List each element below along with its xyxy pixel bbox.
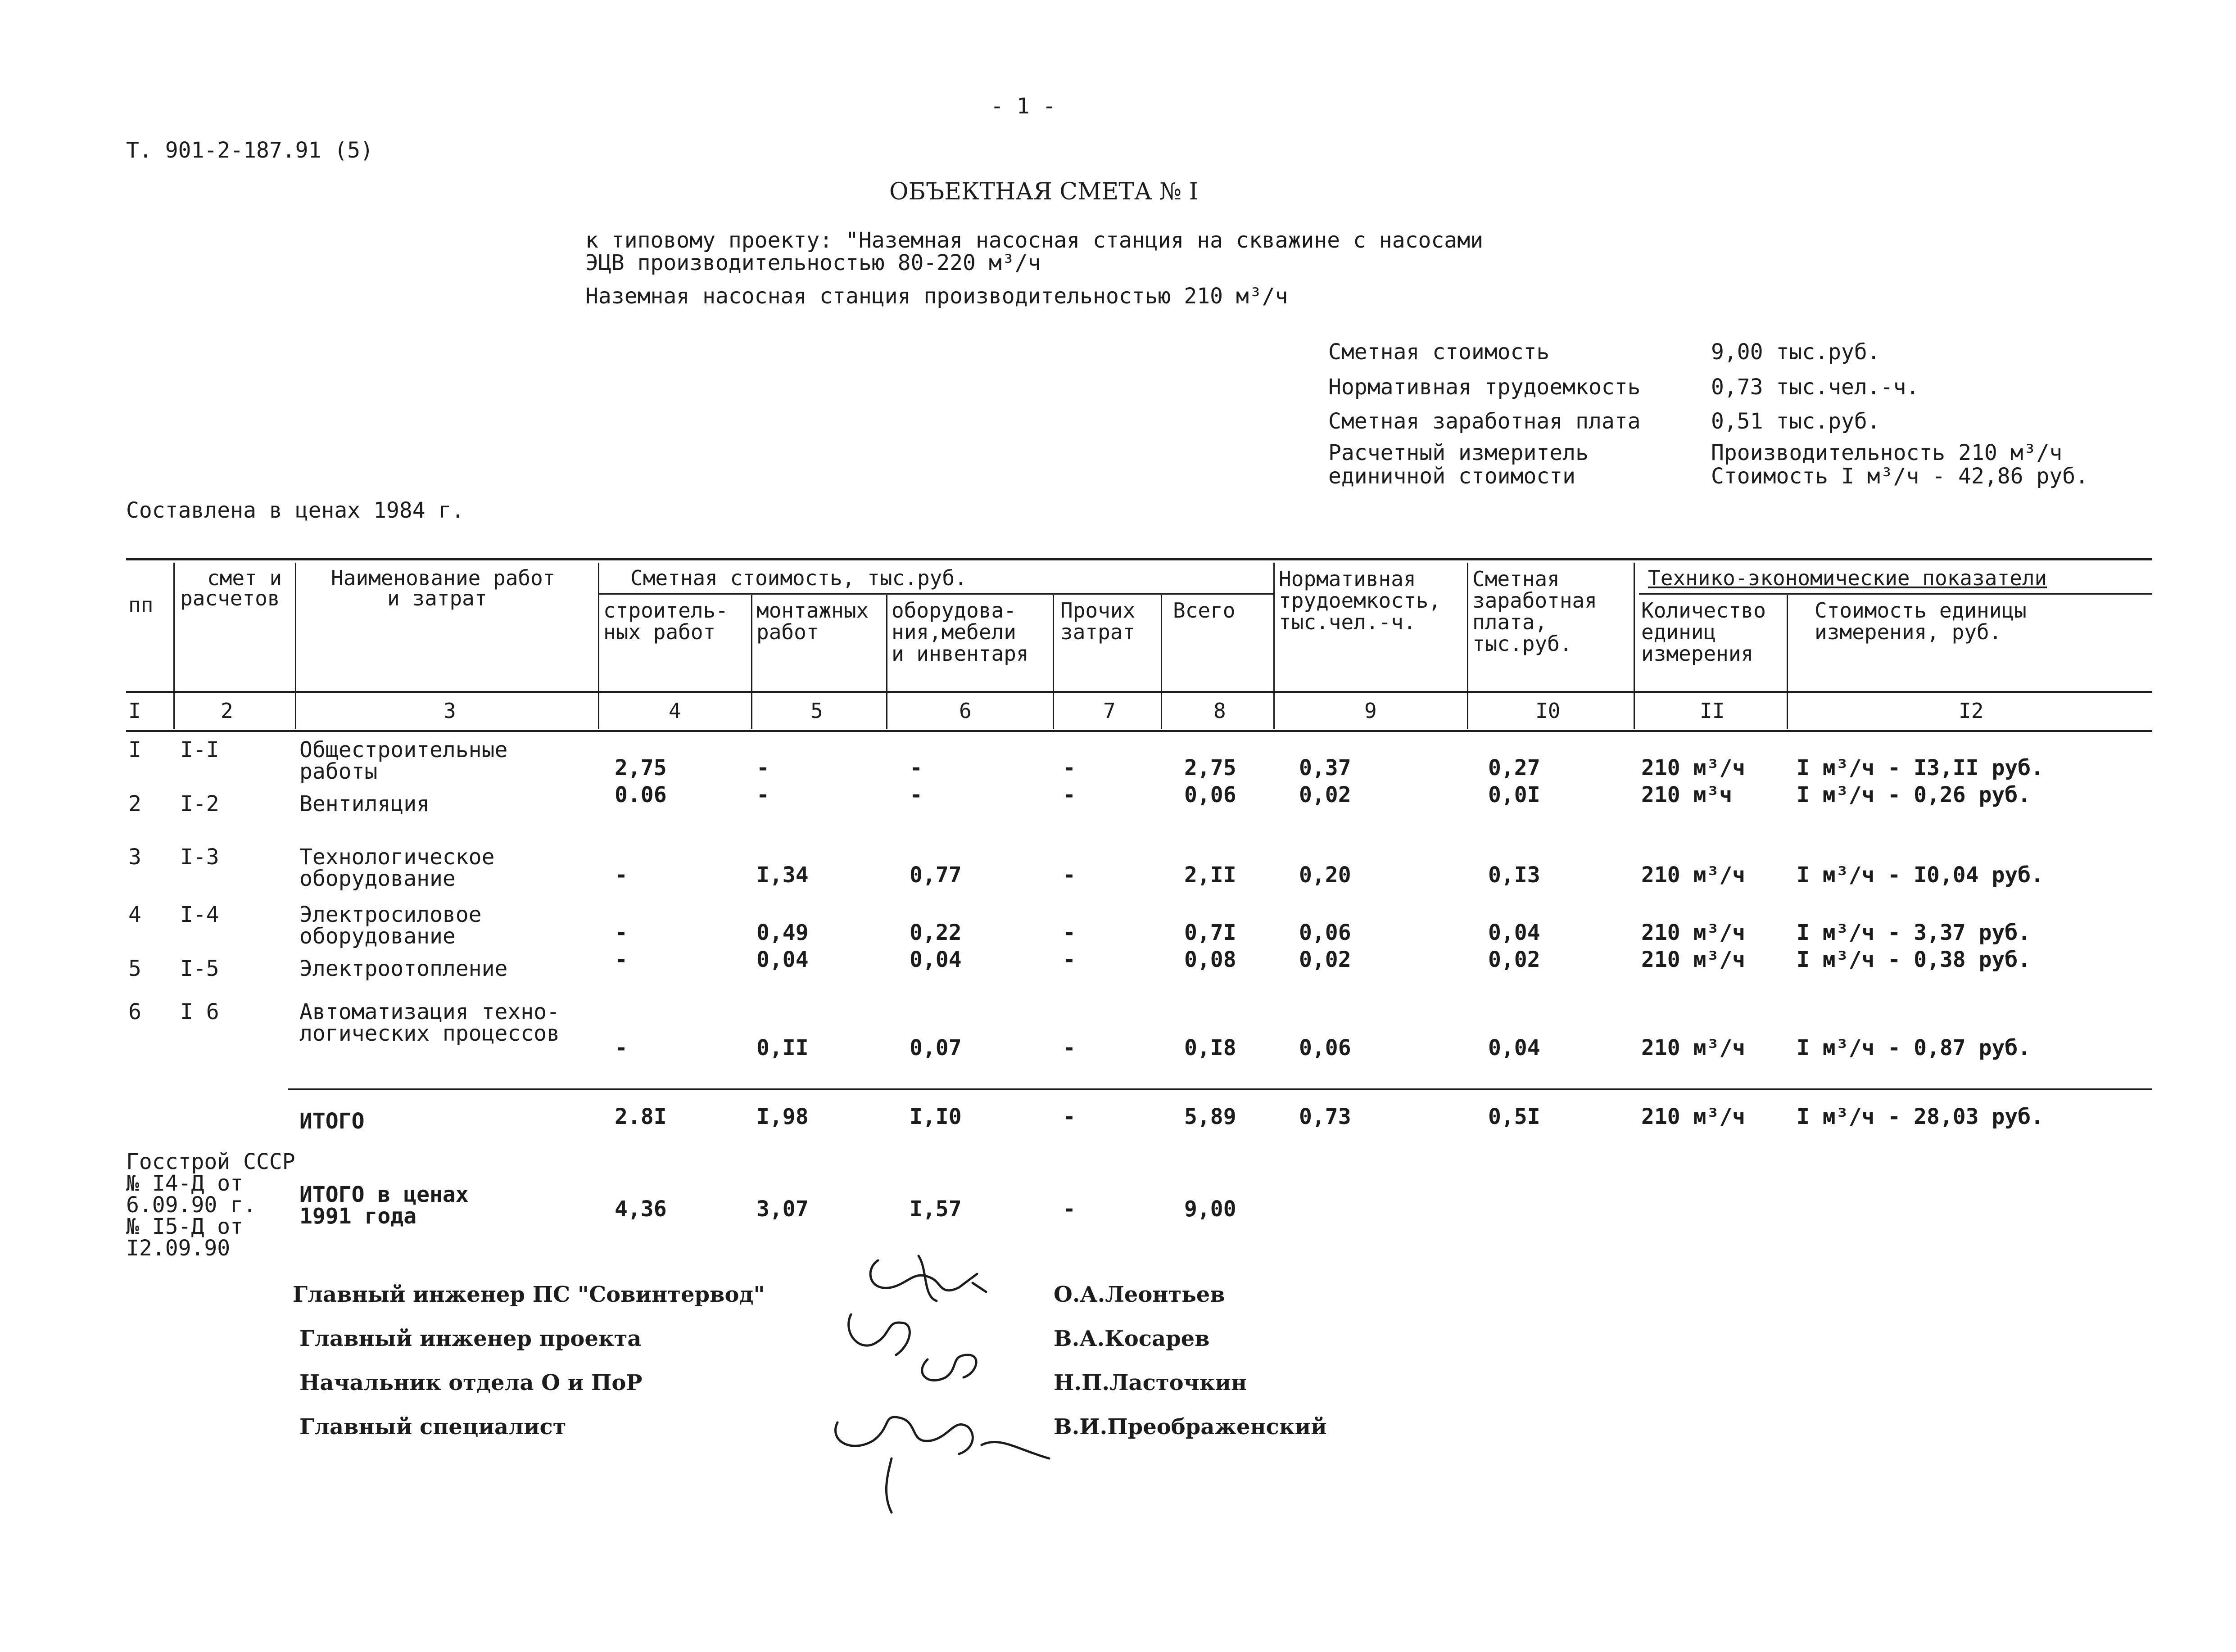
table-top-rule xyxy=(126,558,2152,560)
col-divider xyxy=(886,595,887,729)
gosstroy-line: 6.09.90 г. xyxy=(126,1192,256,1218)
row-c5: - xyxy=(756,755,769,781)
row-c11: 210 м³/ч xyxy=(1641,920,1746,945)
col-number: 6 xyxy=(959,699,972,723)
row-c9: 0,02 xyxy=(1299,782,1351,808)
row-c6: - xyxy=(910,755,923,781)
row-c12: I м³/ч - 0,38 руб. xyxy=(1797,947,2031,972)
row-c6: 0,22 xyxy=(910,920,962,945)
header-col4-2: ных работ xyxy=(603,620,716,644)
col-number: 4 xyxy=(669,699,681,723)
signature-role: Главный специалист xyxy=(299,1414,566,1440)
header-col8: Всего xyxy=(1173,598,1236,623)
gosstroy-line: I2.09.90 xyxy=(126,1236,231,1261)
header-col12-2: измерения, руб. xyxy=(1815,620,2002,644)
col-number: 9 xyxy=(1364,699,1377,723)
total-1991-c5: 3,07 xyxy=(756,1196,809,1222)
total-c4: 2.8I xyxy=(615,1104,667,1129)
signature-role: Главный инженер ПС "Совинтервод" xyxy=(293,1282,765,1307)
header-col6: оборудова- xyxy=(892,598,1016,623)
row-c12: I м³/ч - 0,87 руб. xyxy=(1797,1035,2031,1061)
page-number: - 1 - xyxy=(991,94,1056,119)
compiled-note: Составлена в ценах 1984 г. xyxy=(126,498,465,523)
total-1991-label: ИТОГО в ценах xyxy=(299,1182,469,1207)
row-c8: 0,06 xyxy=(1184,782,1236,808)
subtitle-line-3: Наземная насосная станция производительностью 210 м³/ч xyxy=(585,284,1288,309)
row-c8: 0,08 xyxy=(1184,947,1236,972)
row-c7: - xyxy=(1063,920,1076,945)
row-number: I xyxy=(128,737,141,763)
row-c9: 0,06 xyxy=(1299,1035,1351,1061)
row-number: 3 xyxy=(128,844,141,870)
header-col12: Стоимость единицы xyxy=(1815,598,2027,623)
col-number-rule xyxy=(126,730,2152,732)
row-c9: 0,37 xyxy=(1299,755,1351,781)
document-code: Т. 901-2-187.91 (5) xyxy=(126,138,374,163)
col-divider xyxy=(173,563,175,729)
row-c5: 0,II xyxy=(756,1035,809,1061)
row-c12: I м³/ч - 0,26 руб. xyxy=(1797,782,2031,808)
row-c8: 2,II xyxy=(1184,862,1236,888)
row-c7: - xyxy=(1063,755,1076,781)
header-col11-2: единиц xyxy=(1641,620,1716,644)
summary-label: Расчетный измеритель xyxy=(1328,440,1589,465)
row-ref: I-4 xyxy=(180,902,219,927)
col-divider xyxy=(295,563,296,729)
col-divider xyxy=(1787,595,1788,729)
row-ref: I-3 xyxy=(180,844,219,870)
col-number: I0 xyxy=(1535,699,1561,723)
subtitle-line-1: к типовому проекту: "Наземная насосная станция на скважине с насосами xyxy=(585,228,1483,253)
group-rule-1 xyxy=(599,593,1274,595)
col-divider xyxy=(1273,563,1275,729)
header-col11: Количество xyxy=(1641,598,1766,623)
signature-name: В.И.Преображенский xyxy=(1054,1414,1327,1440)
gosstroy-line: № I5-Д от xyxy=(126,1214,244,1239)
row-c12: I м³/ч - I3,II руб. xyxy=(1797,755,2044,781)
col-number: 8 xyxy=(1213,699,1226,723)
row-c9: 0,06 xyxy=(1299,920,1351,945)
col-number: I2 xyxy=(1959,699,1984,723)
row-c6: 0,77 xyxy=(910,862,962,888)
row-c10: 0,04 xyxy=(1488,920,1540,945)
total-rule xyxy=(288,1088,2152,1090)
row-c5: 0,04 xyxy=(756,947,809,972)
header-col9-2: трудоемкость, xyxy=(1279,588,1441,613)
total-label: ИТОГО xyxy=(299,1109,365,1134)
total-c7: - xyxy=(1063,1104,1076,1129)
row-c5: I,34 xyxy=(756,862,809,888)
row-name: Электроотопление xyxy=(299,956,508,981)
header-ref-2: расчетов xyxy=(180,586,280,610)
row-c4: - xyxy=(615,1035,628,1061)
row-c12: I м³/ч - I0,04 руб. xyxy=(1797,862,2044,888)
total-1991-c8: 9,00 xyxy=(1184,1196,1236,1222)
header-group-tech: Технико-экономические показатели xyxy=(1648,566,2047,590)
total-c5: I,98 xyxy=(756,1104,809,1129)
row-c7: - xyxy=(1063,947,1076,972)
header-col10-3: плата, xyxy=(1472,610,1548,634)
row-c7: - xyxy=(1063,1035,1076,1061)
header-group-cost: Сметная стоимость, тыс.руб. xyxy=(630,566,967,590)
header-col10: Сметная xyxy=(1472,567,1560,591)
header-col11-3: измерения xyxy=(1641,641,1754,666)
row-ref: I-5 xyxy=(180,956,219,981)
row-c4: - xyxy=(615,862,628,888)
group-rule-2 xyxy=(1639,593,2152,595)
summary-value: Производительность 210 м³/ч xyxy=(1711,440,2063,465)
signature-name: Н.П.Ласточкин xyxy=(1054,1370,1247,1395)
total-c12: I м³/ч - 28,03 руб. xyxy=(1797,1104,2044,1129)
header-name-2: и затрат xyxy=(387,586,487,610)
col-number: II xyxy=(1700,699,1725,723)
col-divider xyxy=(598,563,599,729)
row-c9: 0,20 xyxy=(1299,862,1351,888)
row-c9: 0,02 xyxy=(1299,947,1351,972)
row-c8: 2,75 xyxy=(1184,755,1236,781)
header-col9-3: тыс.чел.-ч. xyxy=(1279,610,1416,634)
summary-label: Сметная стоимость xyxy=(1328,339,1550,365)
row-c7: - xyxy=(1063,862,1076,888)
total-1991-label-2: 1991 года xyxy=(299,1204,417,1229)
row-c11: 210 м³/ч xyxy=(1641,947,1746,972)
header-col6-2: ния,мебели xyxy=(892,620,1016,644)
row-name-2: оборудование xyxy=(299,924,456,949)
gosstroy-line: Госстрой СССР xyxy=(126,1149,295,1174)
col-divider xyxy=(1467,563,1468,729)
row-c11: 210 м³/ч xyxy=(1641,862,1746,888)
row-name: Электросиловое xyxy=(299,902,482,927)
header-col10-4: тыс.руб. xyxy=(1472,632,1572,656)
row-c8: 0,7I xyxy=(1184,920,1236,945)
signature-name: О.А.Леонтьев xyxy=(1054,1282,1225,1307)
total-c9: 0,73 xyxy=(1299,1104,1351,1129)
row-name-2: работы xyxy=(299,759,378,784)
row-c4: 2,75 xyxy=(615,755,667,781)
summary-label: Нормативная трудоемкость xyxy=(1328,375,1641,400)
col-number: 7 xyxy=(1103,699,1116,723)
total-1991-c4: 4,36 xyxy=(615,1196,667,1222)
row-c10: 0,04 xyxy=(1488,1035,1540,1061)
summary-value: 0,73 тыс.чел.-ч. xyxy=(1711,375,1919,400)
row-name: Вентиляция xyxy=(299,791,430,817)
total-c10: 0,5I xyxy=(1488,1104,1540,1129)
row-name-2: логических процессов xyxy=(299,1021,560,1046)
row-c10: 0,27 xyxy=(1488,755,1540,781)
row-c11: 210 м³/ч xyxy=(1641,1035,1746,1061)
summary-value: 9,00 тыс.руб. xyxy=(1711,339,1880,365)
header-col5: монтажных xyxy=(756,598,869,623)
row-c5: - xyxy=(756,782,769,808)
header-col7-2: затрат xyxy=(1060,620,1136,644)
header-pp: пп xyxy=(128,593,154,617)
total-c8: 5,89 xyxy=(1184,1104,1236,1129)
row-c6: 0,04 xyxy=(910,947,962,972)
header-col9: Нормативная xyxy=(1279,567,1416,591)
summary-value: 0,51 тыс.руб. xyxy=(1711,409,1880,434)
header-col4: строитель- xyxy=(603,598,728,623)
header-name: Наименование работ xyxy=(331,566,556,590)
row-c6: - xyxy=(910,782,923,808)
row-c4: - xyxy=(615,920,628,945)
row-ref: I 6 xyxy=(180,999,219,1025)
row-c11: 210 м³ч xyxy=(1641,782,1733,808)
col-divider xyxy=(751,595,752,729)
row-c10: 0,02 xyxy=(1488,947,1540,972)
row-c4: 0.06 xyxy=(615,782,667,808)
row-c5: 0,49 xyxy=(756,920,809,945)
col-divider xyxy=(1161,595,1162,729)
col-number: 2 xyxy=(221,699,233,723)
row-c6: 0,07 xyxy=(910,1035,962,1061)
handwritten-signatures-icon xyxy=(824,1242,1094,1521)
total-1991-c6: I,57 xyxy=(910,1196,962,1222)
signature-name: В.А.Косарев xyxy=(1054,1326,1210,1351)
row-c12: I м³/ч - 3,37 руб. xyxy=(1797,920,2031,945)
total-c6: I,I0 xyxy=(910,1104,962,1129)
row-name: Технологическое xyxy=(299,844,495,870)
col-number: 5 xyxy=(810,699,823,723)
row-ref: I-2 xyxy=(180,791,219,817)
col-number: 3 xyxy=(444,699,456,723)
row-c10: 0,I3 xyxy=(1488,862,1540,888)
signature-role: Начальник отдела О и ПоР xyxy=(299,1370,643,1395)
summary-label: единичной стоимости xyxy=(1328,464,1576,489)
row-name: Автоматизация техно- xyxy=(299,999,560,1025)
summary-label: Сметная заработная плата xyxy=(1328,409,1641,434)
header-col6-3: и инвентаря xyxy=(892,641,1029,666)
header-col10-2: заработная xyxy=(1472,588,1597,613)
row-c8: 0,I8 xyxy=(1184,1035,1236,1061)
row-name-2: оборудование xyxy=(299,866,456,891)
row-number: 5 xyxy=(128,956,141,981)
header-bottom-rule xyxy=(126,691,2152,693)
row-name: Общестроительные xyxy=(299,737,508,763)
summary-value: Стоимость I м³/ч - 42,86 руб. xyxy=(1711,464,2089,489)
row-number: 6 xyxy=(128,999,141,1025)
total-1991-c7: - xyxy=(1063,1196,1076,1222)
header-ref: смет и xyxy=(207,566,282,590)
signature-role: Главный инженер проекта xyxy=(299,1326,642,1351)
col-divider xyxy=(1053,595,1054,729)
gosstroy-line: № I4-Д от xyxy=(126,1171,244,1196)
total-c11: 210 м³/ч xyxy=(1641,1104,1746,1129)
row-ref: I-I xyxy=(180,737,219,763)
document-title: ОБЪЕКТНАЯ СМЕТА № I xyxy=(889,178,1199,205)
header-col7: Прочих xyxy=(1060,598,1136,623)
row-c11: 210 м³/ч xyxy=(1641,755,1746,781)
row-c10: 0,0I xyxy=(1488,782,1540,808)
col-divider xyxy=(1634,563,1635,729)
row-number: 2 xyxy=(128,791,141,817)
row-number: 4 xyxy=(128,902,141,927)
header-col5-2: работ xyxy=(756,620,819,644)
subtitle-line-2: ЭЦВ производительностью 80-220 м³/ч xyxy=(585,250,1041,275)
row-c4: - xyxy=(615,947,628,972)
col-number: I xyxy=(128,699,141,723)
row-c7: - xyxy=(1063,782,1076,808)
